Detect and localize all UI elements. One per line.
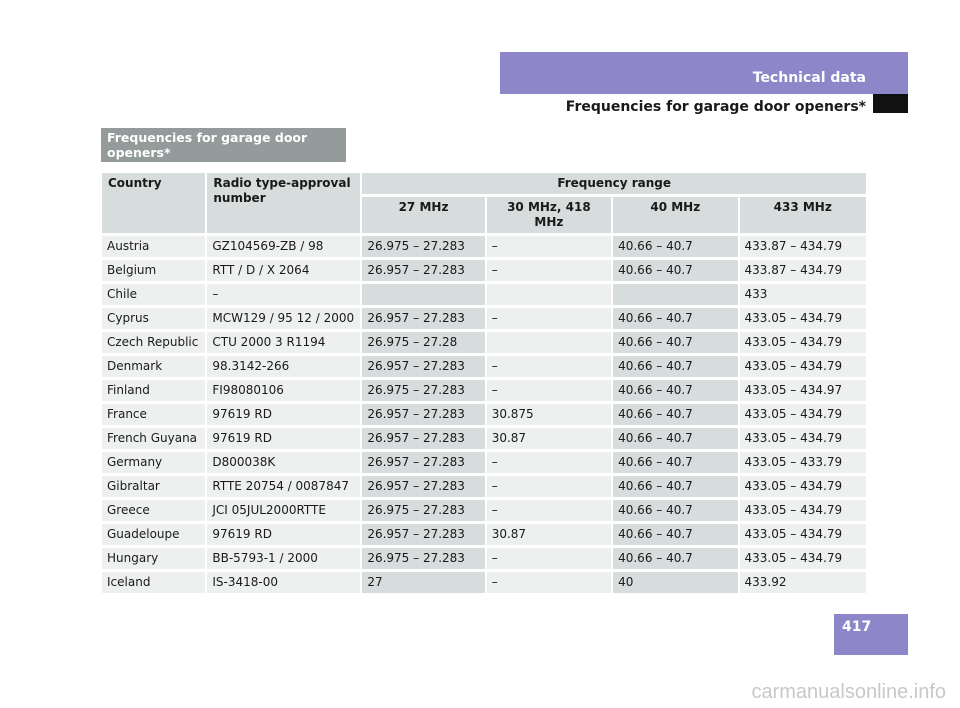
table-cell: –: [487, 260, 611, 281]
table-cell: 40.66 – 40.7: [613, 308, 737, 329]
table-cell: 433: [740, 284, 867, 305]
header-40mhz: 40 MHz: [613, 197, 737, 233]
table-cell: 433.05 – 434.79: [740, 548, 867, 569]
table-cell: JCI 05JUL2000RTTE: [207, 500, 360, 521]
table-row: [102, 500, 866, 521]
table-cell: 40.66 – 40.7: [613, 476, 737, 497]
table-cell: BB-5793-1 / 2000: [207, 548, 360, 569]
table-cell: 97619 RD: [207, 404, 360, 425]
table-cell: –: [487, 572, 611, 593]
table-cell: 40.66 – 40.7: [613, 332, 737, 353]
header-frequency-range: Frequency range: [362, 173, 866, 194]
table-cell: [487, 332, 611, 353]
table-cell: MCW129 / 95 12 / 2000: [207, 308, 360, 329]
header-country: Country: [102, 173, 205, 233]
table-cell: 40: [613, 572, 737, 593]
table-cell: –: [487, 356, 611, 377]
table-cell: 433.05 – 434.79: [740, 332, 867, 353]
table-row: [102, 284, 866, 305]
table-cell: –: [487, 476, 611, 497]
table-cell: 26.975 – 27.283: [362, 500, 484, 521]
section-title: Technical data: [752, 70, 866, 86]
table-cell: D800038K: [207, 452, 360, 473]
table-cell: –: [487, 236, 611, 257]
table-cell: Belgium: [102, 260, 205, 281]
table-cell: CTU 2000 3 R1194: [207, 332, 360, 353]
table-row: [102, 572, 866, 593]
table-row: [102, 404, 866, 425]
page-number: 417: [842, 619, 872, 635]
table-cell: 40.66 – 40.7: [613, 404, 737, 425]
table-cell: 26.975 – 27.283: [362, 380, 484, 401]
table-cell: 40.66 – 40.7: [613, 356, 737, 377]
table-cell: Chile: [102, 284, 205, 305]
table-cell: 40.66 – 40.7: [613, 452, 737, 473]
table-row: [102, 236, 866, 257]
table-row: [102, 476, 866, 497]
table-cell: [487, 284, 611, 305]
table-cell: –: [487, 308, 611, 329]
table-row: [102, 332, 866, 353]
table-row: [102, 524, 866, 545]
table-cell: 433.05 – 434.97: [740, 380, 867, 401]
page-title: Frequencies for garage door openers*: [565, 99, 866, 115]
table-cell: GZ104569-ZB / 98: [207, 236, 360, 257]
table-cell: 30.87: [487, 524, 611, 545]
table-cell: –: [487, 452, 611, 473]
table-cell: 98.3142-266: [207, 356, 360, 377]
table-cell: Finland: [102, 380, 205, 401]
table-cell: [613, 284, 737, 305]
header-27mhz: 27 MHz: [362, 197, 484, 233]
table-cell: 433.87 – 434.79: [740, 260, 867, 281]
table-cell: 433.05 – 433.79: [740, 452, 867, 473]
table-cell: RTT / D / X 2064: [207, 260, 360, 281]
table-cell: IS-3418-00: [207, 572, 360, 593]
table-row: [102, 428, 866, 449]
table-cell: Guadeloupe: [102, 524, 205, 545]
table-cell: –: [487, 500, 611, 521]
table-cell: 26.957 – 27.283: [362, 404, 484, 425]
table-cell: 40.66 – 40.7: [613, 380, 737, 401]
table-cell: Greece: [102, 500, 205, 521]
table-cell: RTTE 20754 / 0087847: [207, 476, 360, 497]
frequency-table: [100, 170, 868, 596]
table-cell: FI98080106: [207, 380, 360, 401]
header-433mhz: 433 MHz: [740, 197, 867, 233]
header-marker: [873, 94, 908, 113]
table-cell: France: [102, 404, 205, 425]
table-cell: 40.66 – 40.7: [613, 428, 737, 449]
table-cell: 30.875: [487, 404, 611, 425]
table-cell: 433.05 – 434.79: [740, 404, 867, 425]
table-cell: 26.957 – 27.283: [362, 356, 484, 377]
table-cell: Austria: [102, 236, 205, 257]
table-cell: 30.87: [487, 428, 611, 449]
table-cell: Iceland: [102, 572, 205, 593]
header-30mhz: 30 MHz, 418 MHz: [487, 197, 611, 233]
header-radio-number: Radio type-approval number: [207, 173, 360, 233]
table-row: [102, 452, 866, 473]
table-cell: Hungary: [102, 548, 205, 569]
table-cell: French Guyana: [102, 428, 205, 449]
table-cell: –: [207, 284, 360, 305]
table-cell: 433.05 – 434.79: [740, 308, 867, 329]
table-cell: 433.92: [740, 572, 867, 593]
table-cell: 26.957 – 27.283: [362, 476, 484, 497]
table-cell: 97619 RD: [207, 524, 360, 545]
table-cell: 26.957 – 27.283: [362, 452, 484, 473]
table-cell: 433.05 – 434.79: [740, 500, 867, 521]
table-cell: Denmark: [102, 356, 205, 377]
table-cell: –: [487, 548, 611, 569]
table-cell: 40.66 – 40.7: [613, 500, 737, 521]
table-cell: 40.66 – 40.7: [613, 548, 737, 569]
table-cell: 433.05 – 434.79: [740, 476, 867, 497]
table-cell: 40.66 – 40.7: [613, 524, 737, 545]
table-cell: Gibraltar: [102, 476, 205, 497]
table-cell: 433.05 – 434.79: [740, 428, 867, 449]
table-cell: Germany: [102, 452, 205, 473]
table-cell: 97619 RD: [207, 428, 360, 449]
table-cell: 26.957 – 27.283: [362, 428, 484, 449]
table-caption: Frequencies for garage door openers*: [107, 130, 308, 160]
table-row: [102, 548, 866, 569]
table-cell: –: [487, 380, 611, 401]
table-cell: Czech Republic: [102, 332, 205, 353]
table-cell: 26.957 – 27.283: [362, 308, 484, 329]
table-row: [102, 380, 866, 401]
table-cell: 40.66 – 40.7: [613, 236, 737, 257]
table-row: [102, 356, 866, 377]
table-cell: Cyprus: [102, 308, 205, 329]
table-cell: 433.87 – 434.79: [740, 236, 867, 257]
watermark: carmanualsonline.info: [751, 681, 946, 703]
table-cell: 40.66 – 40.7: [613, 260, 737, 281]
table-cell: 433.05 – 434.79: [740, 524, 867, 545]
table-cell: 433.05 – 434.79: [740, 356, 867, 377]
table-cell: 26.975 – 27.283: [362, 548, 484, 569]
table-cell: 26.957 – 27.283: [362, 260, 484, 281]
table-cell: 26.957 – 27.283: [362, 524, 484, 545]
table-row: [102, 260, 866, 281]
table-cell: 26.975 – 27.283: [362, 236, 484, 257]
table-cell: 26.975 – 27.28: [362, 332, 484, 353]
table-cell: 27: [362, 572, 484, 593]
table-cell: [362, 284, 484, 305]
table-row: [102, 308, 866, 329]
